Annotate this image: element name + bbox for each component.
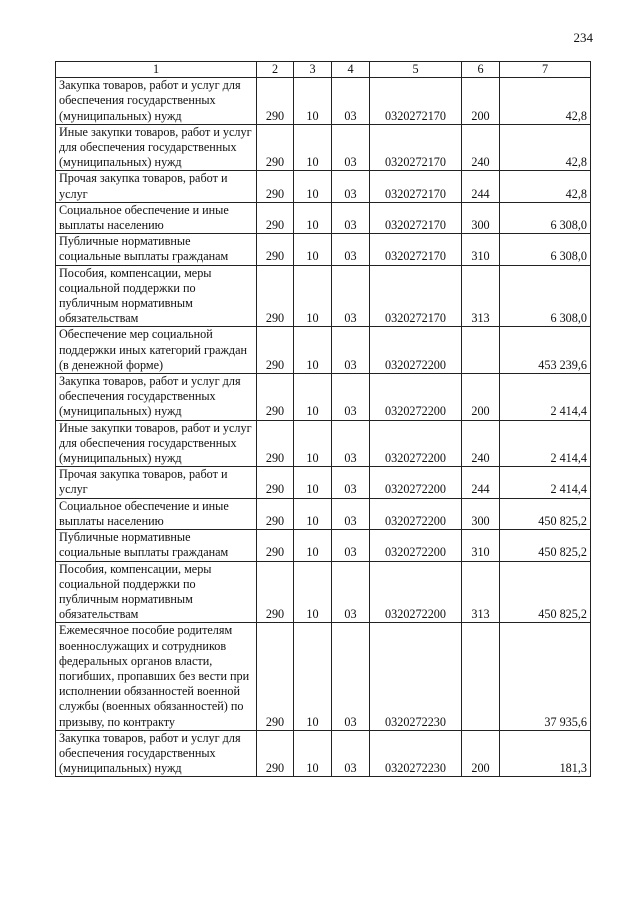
row-amount-cell: 2 414,4 [500,467,591,498]
table-row [56,420,591,467]
row-col6-cell: 313 [462,265,500,327]
row-col5-cell: 0320272170 [370,171,462,202]
row-name-cell: Иные закупки товаров, работ и услуг для обеспечения государственных (муниципальных) нужд [56,124,257,171]
row-col6-cell: 200 [462,374,500,421]
row-col2-cell: 290 [257,498,294,529]
row-col3-cell: 10 [294,530,332,561]
row-col2-cell: 290 [257,327,294,374]
row-col3-cell: 10 [294,202,332,233]
row-name-cell: Иные закупки товаров, работ и услуг для обеспечения государственных (муниципальных) нужд [56,420,257,467]
table-row [56,498,591,529]
row-col3-cell: 10 [294,265,332,327]
row-amount-cell: 2 414,4 [500,374,591,421]
row-amount-cell: 42,8 [500,171,591,202]
row-amount-cell: 42,8 [500,78,591,125]
row-col2-cell: 290 [257,623,294,730]
row-col2-cell: 290 [257,171,294,202]
row-col6-cell: 244 [462,467,500,498]
row-col4-cell: 03 [332,202,370,233]
row-col4-cell: 03 [332,530,370,561]
row-amount-cell: 42,8 [500,124,591,171]
row-col6-cell [462,623,500,730]
table-row [56,374,591,421]
column-header: 3 [294,62,332,78]
row-col4-cell: 03 [332,467,370,498]
table-body [56,78,591,777]
row-col5-cell: 0320272200 [370,530,462,561]
row-name-cell: Прочая закупка товаров, работ и услуг [56,467,257,498]
row-col6-cell: 240 [462,420,500,467]
table-row [56,234,591,265]
row-name-cell: Закупка товаров, работ и услуг для обеспечения государственных (муниципальных) нужд [56,374,257,421]
row-col2-cell: 290 [257,124,294,171]
row-col6-cell [462,327,500,374]
column-header: 5 [370,62,462,78]
row-col6-cell: 244 [462,171,500,202]
table-row [56,202,591,233]
row-amount-cell: 37 935,6 [500,623,591,730]
row-col5-cell: 0320272200 [370,374,462,421]
row-name-cell: Публичные нормативные социальные выплаты гражданам [56,530,257,561]
column-number-row [56,62,591,78]
row-col4-cell: 03 [332,623,370,730]
table-row [56,265,591,327]
row-name-cell: Обеспечение мер социальной поддержки иных категорий граждан (в денежной форме) [56,327,257,374]
row-name-cell: Прочая закупка товаров, работ и услуг [56,171,257,202]
row-name-cell: Публичные нормативные социальные выплаты гражданам [56,234,257,265]
row-col3-cell: 10 [294,730,332,777]
row-col6-cell: 310 [462,530,500,561]
row-col3-cell: 10 [294,78,332,125]
row-col5-cell: 0320272200 [370,467,462,498]
row-col5-cell: 0320272200 [370,420,462,467]
column-header: 1 [56,62,257,78]
row-amount-cell: 453 239,6 [500,327,591,374]
table-row [56,730,591,777]
row-col6-cell: 240 [462,124,500,171]
row-col4-cell: 03 [332,327,370,374]
row-col3-cell: 10 [294,467,332,498]
row-col3-cell: 10 [294,374,332,421]
row-amount-cell: 2 414,4 [500,420,591,467]
table-row [56,561,591,623]
row-col3-cell: 10 [294,327,332,374]
row-col6-cell: 200 [462,78,500,125]
row-amount-cell: 450 825,2 [500,530,591,561]
row-col5-cell: 0320272200 [370,561,462,623]
row-col2-cell: 290 [257,561,294,623]
row-col5-cell: 0320272230 [370,730,462,777]
row-amount-cell: 6 308,0 [500,265,591,327]
row-col2-cell: 290 [257,530,294,561]
row-amount-cell: 6 308,0 [500,202,591,233]
budget-table [55,61,591,777]
row-amount-cell: 450 825,2 [500,561,591,623]
row-col4-cell: 03 [332,124,370,171]
table-row [56,124,591,171]
row-col4-cell: 03 [332,78,370,125]
row-col6-cell: 200 [462,730,500,777]
row-col3-cell: 10 [294,623,332,730]
page-number: 234 [573,30,593,45]
row-col2-cell: 290 [257,265,294,327]
row-col2-cell: 290 [257,467,294,498]
row-col3-cell: 10 [294,420,332,467]
row-col6-cell: 310 [462,234,500,265]
row-name-cell: Пособия, компенсации, меры социальной поддержки по публичным нормативным обязательствам [56,265,257,327]
row-col5-cell: 0320272200 [370,327,462,374]
row-col5-cell: 0320272230 [370,623,462,730]
row-amount-cell: 181,3 [500,730,591,777]
row-col5-cell: 0320272170 [370,234,462,265]
row-col3-cell: 10 [294,234,332,265]
column-header: 4 [332,62,370,78]
row-name-cell: Социальное обеспечение и иные выплаты населению [56,498,257,529]
row-col4-cell: 03 [332,420,370,467]
row-name-cell: Социальное обеспечение и иные выплаты населению [56,202,257,233]
row-col4-cell: 03 [332,498,370,529]
table-row [56,467,591,498]
row-col4-cell: 03 [332,234,370,265]
row-col4-cell: 03 [332,374,370,421]
row-name-cell: Закупка товаров, работ и услуг для обеспечения государственных (муниципальных) нужд [56,78,257,125]
row-col5-cell: 0320272170 [370,124,462,171]
row-col2-cell: 290 [257,78,294,125]
row-col4-cell: 03 [332,171,370,202]
row-col3-cell: 10 [294,498,332,529]
table-row [56,171,591,202]
row-name-cell: Закупка товаров, работ и услуг для обеспечения государственных (муниципальных) нужд [56,730,257,777]
row-col2-cell: 290 [257,730,294,777]
row-col2-cell: 290 [257,234,294,265]
row-amount-cell: 450 825,2 [500,498,591,529]
row-col6-cell: 300 [462,498,500,529]
row-col3-cell: 10 [294,171,332,202]
table-row [56,327,591,374]
row-col4-cell: 03 [332,265,370,327]
row-col4-cell: 03 [332,561,370,623]
row-col2-cell: 290 [257,420,294,467]
table-row [56,530,591,561]
row-amount-cell: 6 308,0 [500,234,591,265]
row-col6-cell: 313 [462,561,500,623]
row-col5-cell: 0320272170 [370,202,462,233]
row-name-cell: Пособия, компенсации, меры социальной поддержки по публичным нормативным обязательствам [56,561,257,623]
row-col5-cell: 0320272200 [370,498,462,529]
column-header: 2 [257,62,294,78]
column-header: 7 [500,62,591,78]
row-col6-cell: 300 [462,202,500,233]
row-col5-cell: 0320272170 [370,78,462,125]
row-col3-cell: 10 [294,561,332,623]
row-col4-cell: 03 [332,730,370,777]
column-header: 6 [462,62,500,78]
table-row [56,623,591,730]
row-name-cell: Ежемесячное пособие родителям военнослужащих и сотрудников федеральных органов власти, погибших, пропавших без вести при исполнении обязанностей военной службы (военных обязанностей) по призыву, по контракту [56,623,257,730]
row-col5-cell: 0320272170 [370,265,462,327]
table-row [56,78,591,125]
row-col3-cell: 10 [294,124,332,171]
row-col2-cell: 290 [257,374,294,421]
row-col2-cell: 290 [257,202,294,233]
